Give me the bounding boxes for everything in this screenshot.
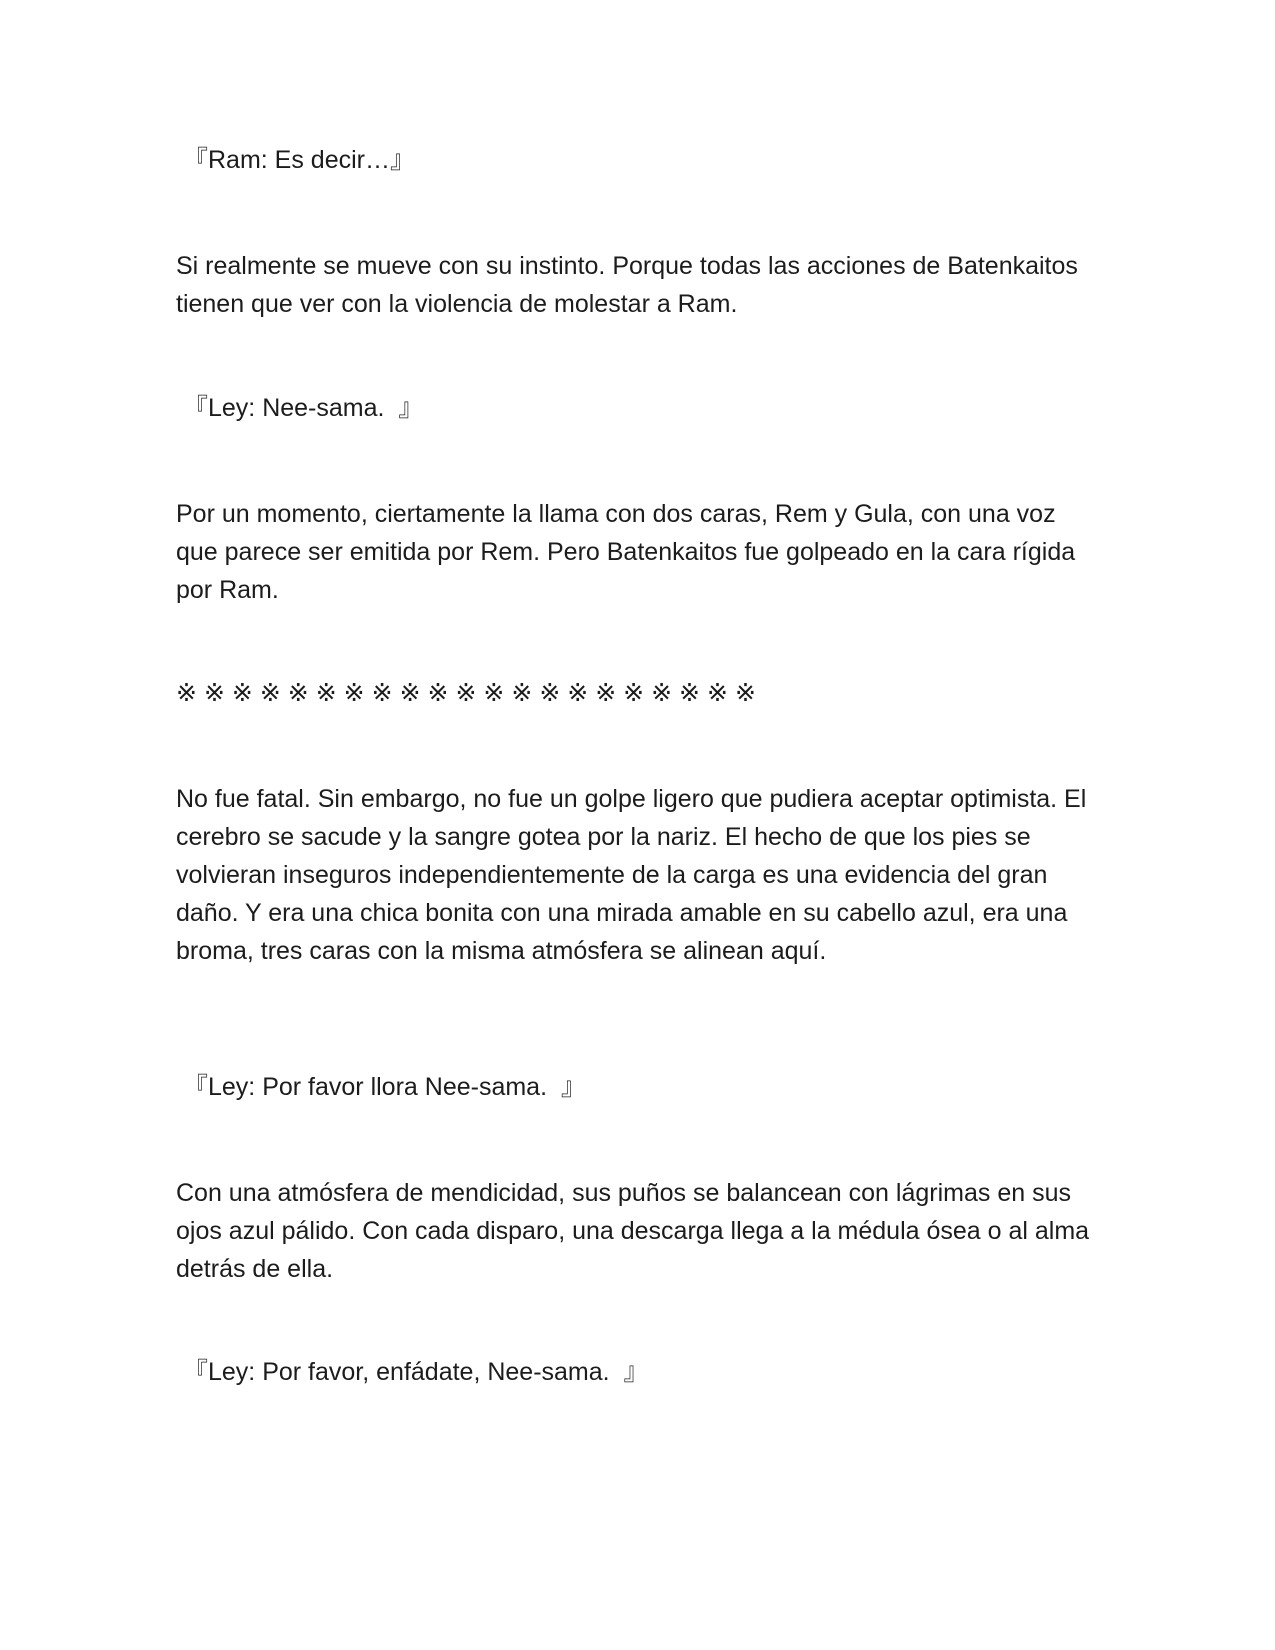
dialogue-line: 『Ley: Por favor, enfádate, Nee-sama. 』 [183, 1358, 649, 1386]
dialogue-line: 『Ley: Por favor llora Nee-sama. 』 [183, 1073, 586, 1101]
dialogue-line: 『Ram: Es decir…』 [183, 146, 415, 174]
paragraph: Por un momento, ciertamente la llama con dos caras, Rem y Gula, con una voz que parece ser emitida por Rem. Pero Batenkaitos fue golpeado en la cara rígida por Ram. [176, 500, 1076, 604]
paragraph: No fue fatal. Sin embargo, no fue un golpe ligero que pudiera aceptar optimista. El cerebro se sacude y la sangre gotea por la nariz. El hecho de que los pies se volvieran inseguros independientemente de la carga es una evidencia del gran daño. Y era una chica bonita con una mirada amable en su cabello azul, era una broma, tres caras con la misma atmósfera se alinean aquí. [176, 785, 1087, 965]
dialogue-line: 『Ley: Nee-sama. 』 [183, 394, 424, 422]
scene-separator: ※※※※※※※※※※※※※※※※※※※※※ [176, 678, 763, 707]
paragraph: Si realmente se mueve con su instinto. Porque todas las acciones de Batenkaitos tienen que ver con la violencia de molestar a Ram. [176, 252, 1078, 318]
paragraph: Con una atmósfera de mendicidad, sus puños se balancean con lágrimas en sus ojos azul pálido. Con cada disparo, una descarga llega a la médula ósea o al alma detrás de ella. [176, 1179, 1090, 1283]
